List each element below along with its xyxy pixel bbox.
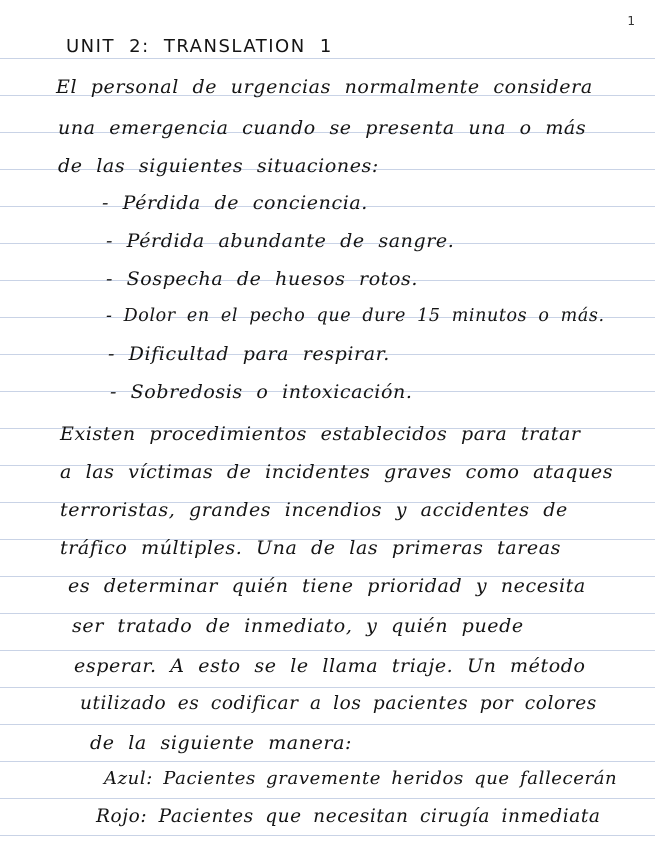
- text-line: ser tratado de inmediato, y quién puede: [72, 615, 524, 637]
- page-number: 1: [627, 14, 635, 28]
- list-item: - Sospecha de huesos rotos.: [106, 268, 419, 290]
- text-line: tráfico múltiples. Una de las primeras tareas: [60, 537, 562, 559]
- list-item: - Pérdida abundante de sangre.: [106, 230, 455, 252]
- list-item: - Dolor en el pecho que dure 15 minutos o más.: [106, 306, 605, 326]
- text-line: de las siguientes situaciones:: [58, 155, 379, 177]
- text-line: a las víctimas de incidentes graves como ataques: [60, 461, 614, 483]
- list-item: - Sobredosis o intoxicación.: [110, 381, 413, 403]
- text-line: utilizado es codificar a los pacientes por colores: [80, 693, 597, 714]
- text-line: Existen procedimientos establecidos para tratar: [60, 423, 581, 445]
- text-line: es determinar quién tiene prioridad y necesita: [68, 575, 586, 597]
- text-line: Azul: Pacientes gravemente heridos que fallecerán: [104, 768, 618, 789]
- text-line: esperar. A esto se le llama triaje. Un método: [74, 655, 586, 677]
- text-line: El personal de urgencias normalmente considera: [56, 76, 593, 98]
- text-line: terroristas, grandes incendios y accidentes de: [60, 499, 568, 521]
- text-line: una emergencia cuando se presenta una o más: [58, 117, 587, 139]
- list-item: - Pérdida de conciencia.: [102, 192, 368, 214]
- text-line: Rojo: Pacientes que necesitan cirugía inmediata: [96, 806, 601, 827]
- page-title: UNIT 2: TRANSLATION 1: [66, 36, 333, 57]
- list-item: - Dificultad para respirar.: [108, 343, 390, 365]
- text-line: de la siguiente manera:: [90, 732, 353, 754]
